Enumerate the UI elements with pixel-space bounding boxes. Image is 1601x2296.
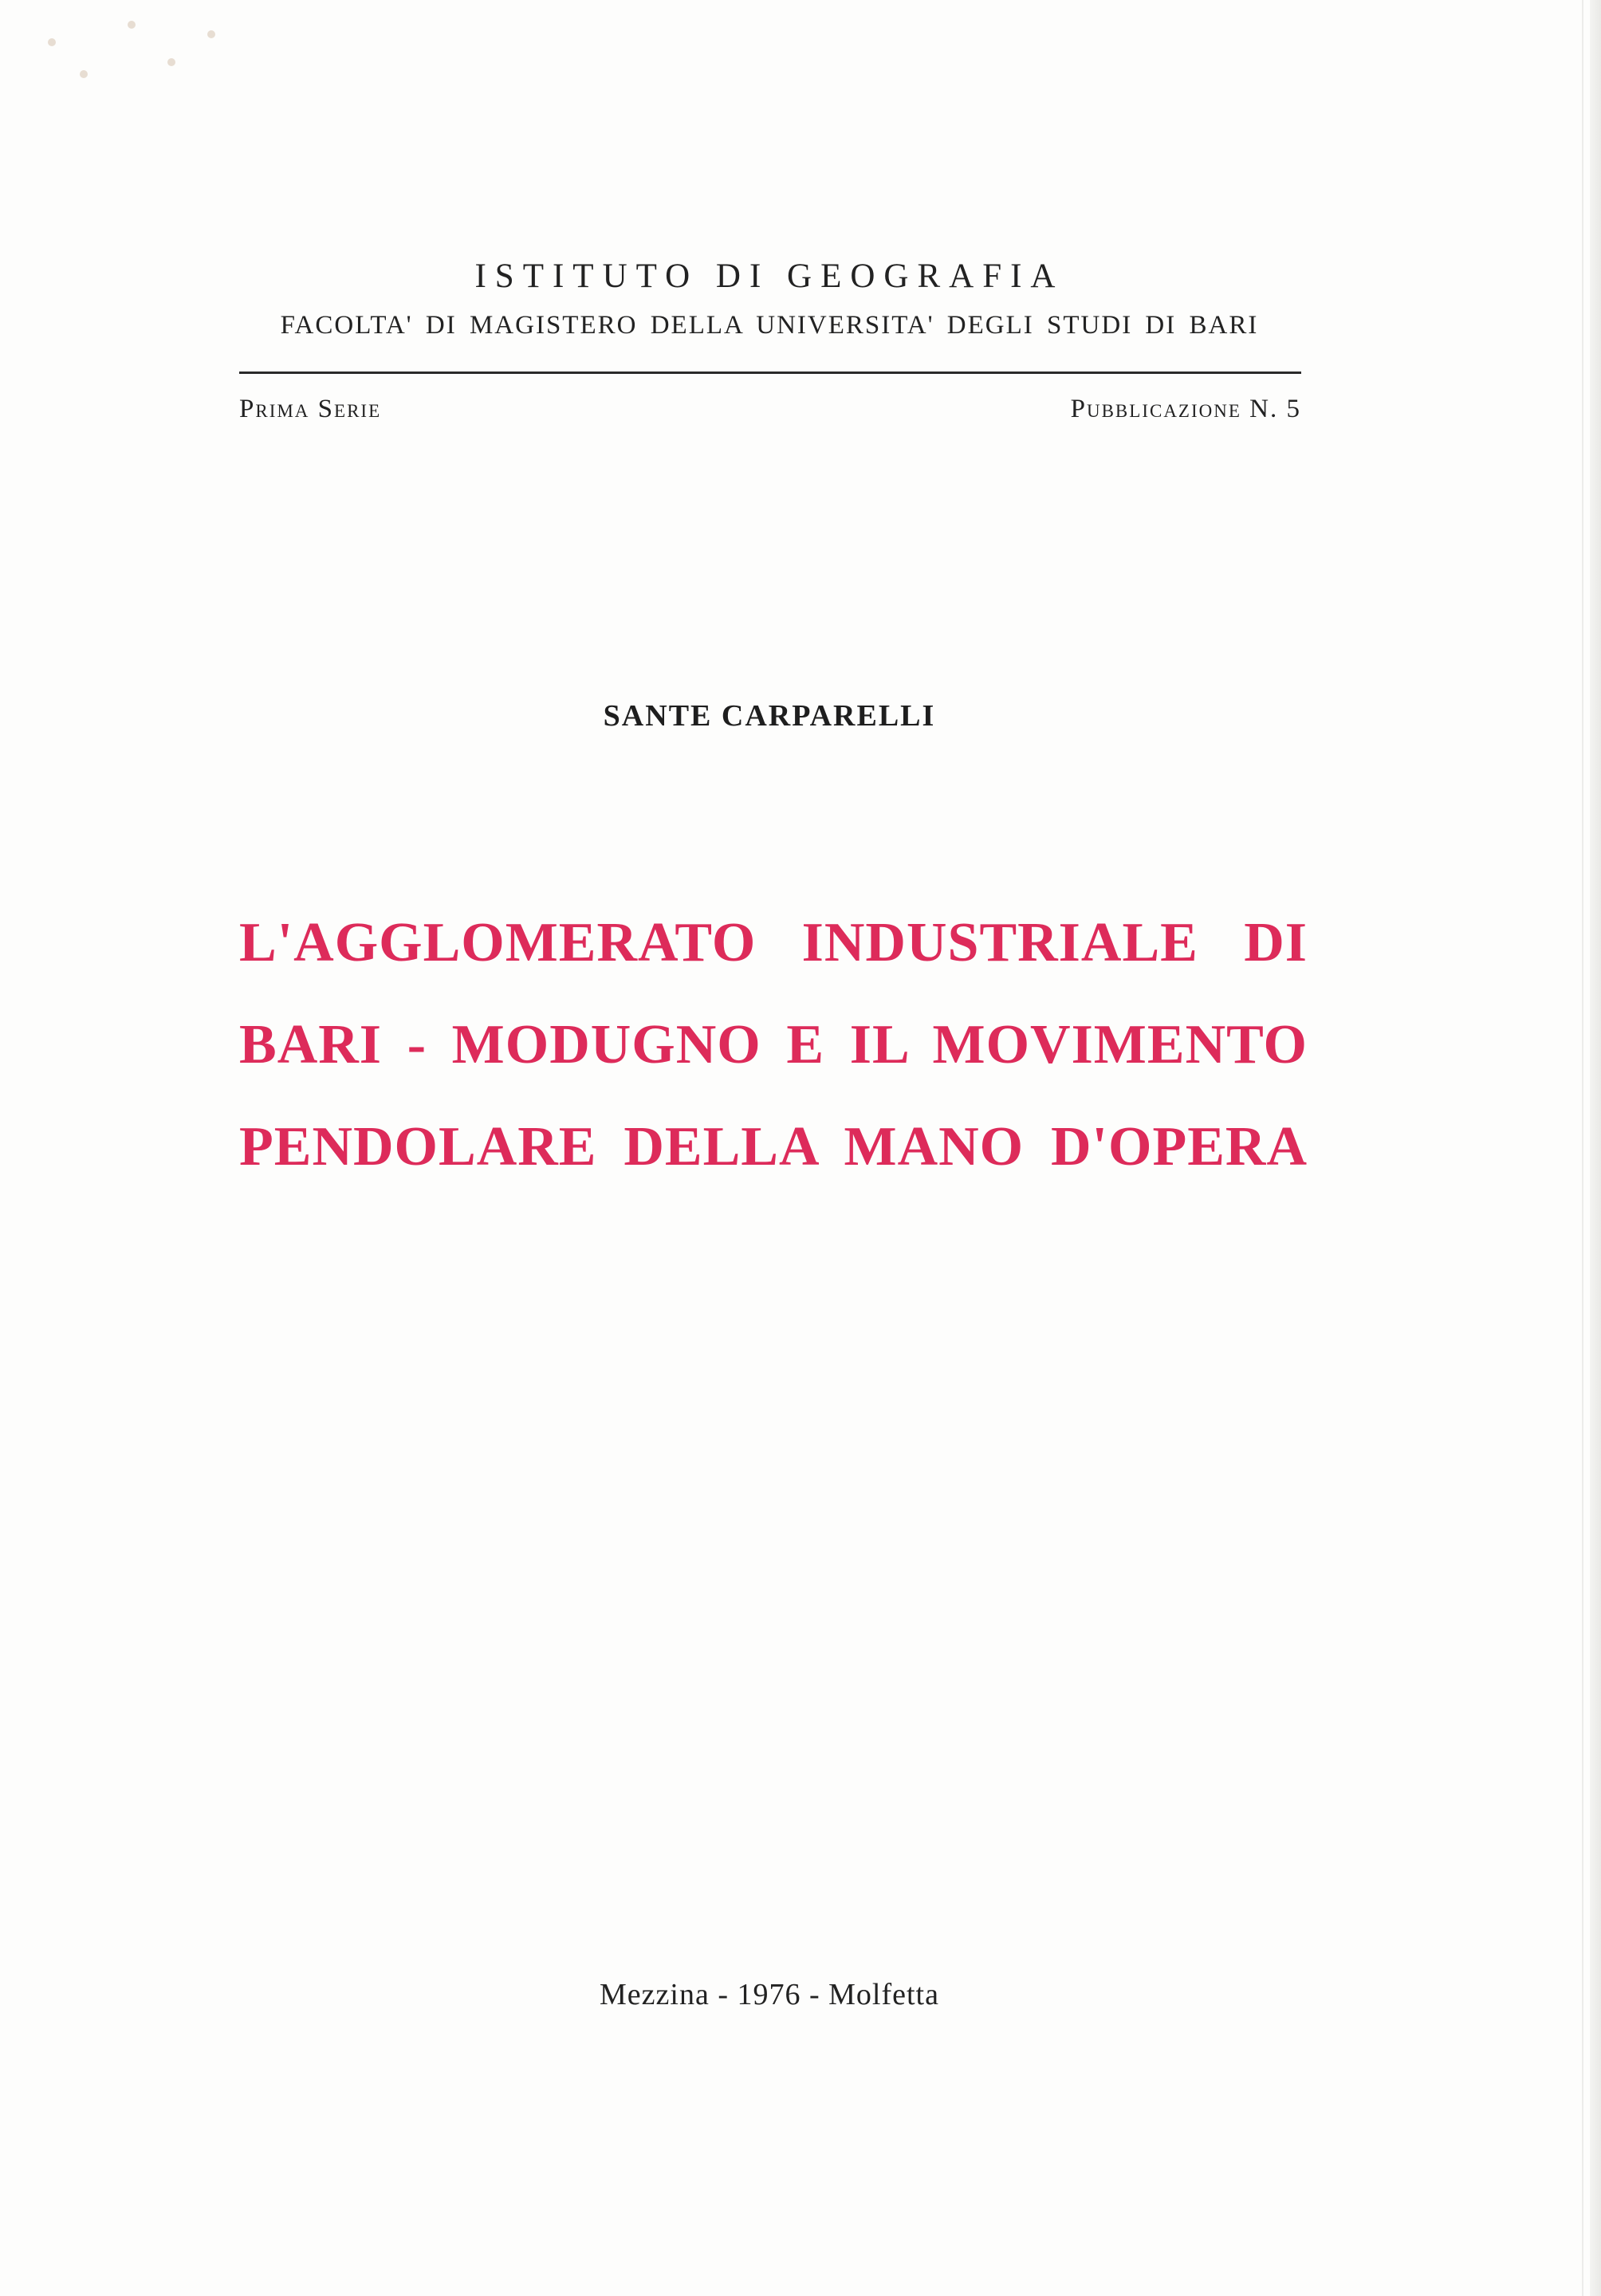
author-name: SANTE CARPARELLI [603, 699, 936, 733]
institute-heading: ISTITUTO DI GEOGRAFIA [474, 258, 1064, 295]
title-line: BARI - MODUGNO E IL MOVIMENTO [239, 1014, 1308, 1075]
publication-number: Pubblicazione N. 5 [1070, 395, 1301, 423]
series-label: Prima Serie [239, 395, 382, 423]
header-divider [239, 372, 1301, 374]
faculty-subheading: FACOLTA' DI MAGISTERO DELLA UNIVERSITA' DEGLI STUDI DI BARI [280, 311, 1259, 340]
title-line: PENDOLARE DELLA MANO D'OPERA [239, 1116, 1308, 1177]
publisher-imprint: Mezzina - 1976 - Molfetta [600, 1978, 939, 2011]
title-line: L'AGGLOMERATO INDUSTRIALE DI [239, 912, 1308, 973]
document-title [239, 912, 1308, 1221]
paper-speckles [32, 14, 239, 102]
paper-edge [1590, 0, 1601, 2296]
paper-fold-line [1582, 0, 1583, 2296]
